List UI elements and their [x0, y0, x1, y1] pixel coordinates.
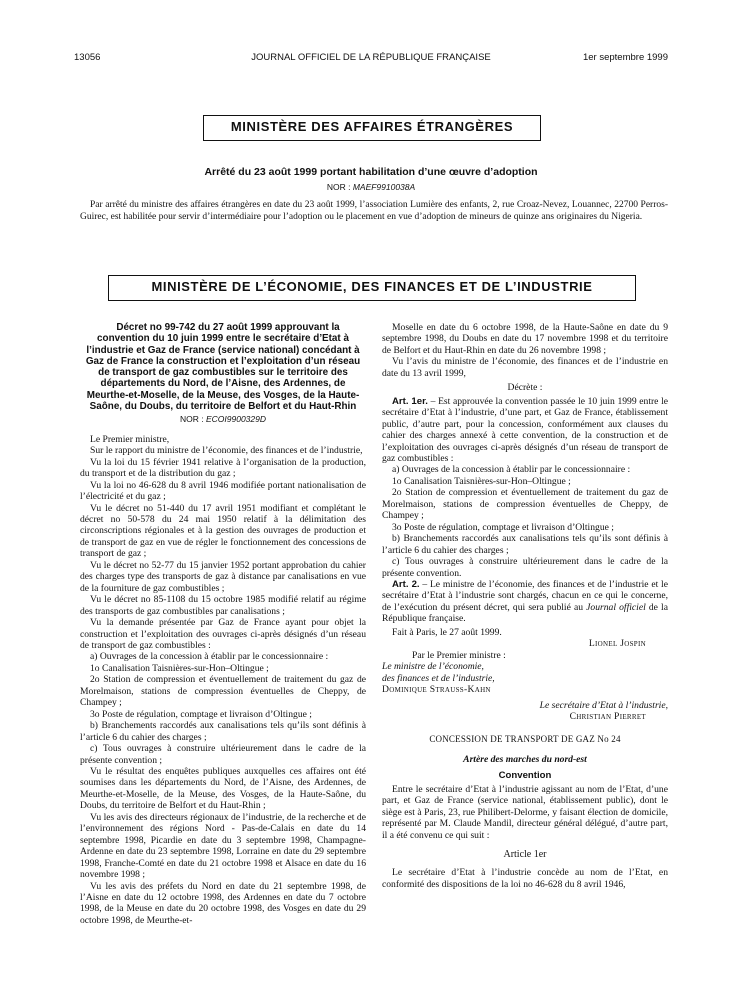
article-1-heading: Article 1er	[503, 849, 547, 861]
decret-paragraph: Vu la loi du 15 février 1941 relative à l’organisation de la production, du transport et de la distribution du gaz ;	[80, 456, 366, 480]
decret-paragraph: Vu le décret no 85-1108 du 15 octobre 1985 modifié relatif au régime des transports de gaz combustibles par canalisations ;	[80, 594, 366, 617]
convention-heading: Convention	[498, 770, 552, 782]
article-2-text: – Le ministre de l’économie, des finances et de l’industrie et le secrétaire d’Etat à l’industrie sont chargés, chacun en ce qui le concerne, de l’exécution du présent décret, qui sera publié au	[382, 578, 668, 613]
page-header	[74, 52, 668, 66]
article-1-body: Le secrétaire d’Etat à l’industrie concède au nom de l’Etat, en conformité des dispositions de la loi no 46-628 du 8 avril 1946,	[382, 867, 668, 890]
decret-paragraph: Vu le résultat des enquêtes publiques auxquelles ces affaires ont été soumises dans les départements du Nord, de l’Aisne, des Ardennes, de Meurthe-et-Moselle, de la Meuse, des Vosges, de la Haute-Saône, du Doubs, du territoire de Belfort et du Haut-Rhin ;	[80, 765, 366, 812]
ministry-heading-affaires-etrangeres: MINISTÈRE DES AFFAIRES ÉTRANGÈRES	[203, 115, 541, 141]
decret-paragraph: 2o Station de compression et éventuellement de traitement du gaz de Morelmaison, stations de compression éventuelles de Cheppy, de Champey ;	[80, 674, 366, 709]
article-1-label: Art. 1er.	[392, 395, 428, 407]
article-1-item: b) Branchements raccordés aux canalisations tels qu’ils sont définis à l’article 6 du cahier des charges ;	[382, 533, 668, 556]
decret-paragraph: Sur le rapport du ministre de l’économie, des finances et de l’industrie,	[90, 445, 363, 457]
concession-heading: CONCESSION DE TRANSPORT DE GAZ No 24	[429, 734, 621, 745]
arrete-body: Par arrêté du ministre des affaires étrangères en date du 23 août 1999, l’association Lumière des enfants, 2, rue Croaz-Nevez, Louannec, 22700 Perros-Guirec, est habilitée pour servir d’intermédiaire pour l’adoption ou le placement en vue d’adoption de mineurs de quinze ans originaires du Nigeria.	[80, 200, 668, 222]
decret-paragraph: b) Branchements raccordés aux canalisations tels qu’ils sont définis à l’article 6 du cahier des charges ;	[80, 720, 366, 743]
decret-paragraph: Vu la demande présentée par Gaz de France ayant pour objet la construction et l’exploitation des ouvrages ci-après désignés d’un réseau de transport de gaz combustibles :	[80, 617, 366, 651]
decret-paragraph: Le Premier ministre,	[90, 433, 170, 445]
minister-title-1: Le ministre de l’économie,	[382, 661, 484, 673]
article-1	[382, 396, 668, 465]
decret-paragraph: Vu les avis des préfets du Nord en date du 21 septembre 1998, de l’Aisne en date du 12 octobre 1998, des Ardennes en date du 7 octobre 1998, de la Meuse en date du 20 octobre 1998, des Vosges en date du 29 octobre 1998, de Meurthe-et-	[80, 880, 366, 926]
decret-visas-continued	[382, 322, 668, 379]
left-column	[80, 322, 366, 926]
article-1-items	[382, 464, 668, 579]
article-1-item: a) Ouvrages de la concession à établir par le concessionnaire :	[392, 464, 631, 476]
nor-label: NOR :	[326, 182, 351, 192]
decret-paragraph: 3o Poste de régulation, comptage et livraison d’Oltingue ;	[90, 708, 312, 720]
arrete-title: Arrêté du 23 août 1999 portant habilitation d’une œuvre d’adoption	[204, 166, 538, 178]
decret-title: Décret no 99-742 du 27 août 1999 approuvant la convention du 10 juin 1999 entre le secrétaire d’Etat à l’industrie et Gaz de France (service national) concédant à Gaz de France la construction et l’exploitation d’un réseau de transport de gaz combustibles sur le territoire des départements du Nord, de l’Aisne, des Ardennes, de Meurthe-et-Moselle, de la Meuse, des Vosges, de la Haute-Saône, du Doubs, du territoire de Belfort et du Haut-Rhin	[85, 322, 361, 413]
article-1-text: – Est approuvée la convention passée le 10 juin 1999 entre le secrétaire d’Etat à l’industrie, d’une part, et Gaz de France, établissement public, d’autre part, pour la concession, conformément aux clauses du cahier des charges annexé à cette convention, de la construction et de l’exploitation des ouvrages ci-après désignés d’un réseau de transport de gaz combustibles :	[382, 395, 669, 464]
decret-paragraph: a) Ouvrages de la concession à établir par le concessionnaire :	[90, 651, 329, 663]
fait-a-paris: Fait à Paris, le 27 août 1999.	[392, 626, 502, 638]
page-number: 13056	[74, 52, 101, 63]
arrete-nor	[74, 182, 668, 192]
article-2	[382, 579, 668, 625]
minister-title-2: des finances et de l’industrie,	[382, 672, 495, 684]
decret-nor	[80, 414, 366, 425]
article-1-item: 3o Poste de régulation, comptage et livraison d’Oltingue ;	[392, 521, 614, 533]
secretary-signature: Christian Pierret	[569, 710, 646, 722]
decret-paragraph: c) Tous ouvrages à construire ultérieurement dans le cadre de la présente convention ;	[80, 743, 366, 766]
secretary-title: Le secrétaire d’Etat à l’industrie,	[539, 699, 668, 711]
decret-paragraph: Vu le décret no 52-77 du 15 janvier 1952 portant approbation du cahier des charges type des transports de gaz à distance par canalisations en vue de la fourniture de gaz combustibles ;	[80, 559, 366, 594]
ministry-heading-economie: MINISTÈRE DE L’ÉCONOMIE, DES FINANCES ET DE L’INDUSTRIE	[108, 275, 636, 301]
nor-code: ECOI9900329D	[205, 414, 266, 425]
article-2-text-end: de la République française.	[382, 601, 668, 625]
decret-visas	[80, 434, 366, 926]
nor-label: NOR :	[179, 414, 204, 425]
nor-code: MAEF9910038A	[352, 182, 416, 192]
article-1-item: 1o Canalisation Taisnières-sur-Hon–Oltingue ;	[392, 475, 571, 487]
decret-paragraph: Vu la loi no 46-628 du 8 avril 1946 modifiée portant nationalisation de l’électricité et du gaz ;	[80, 479, 366, 503]
article-1-item: 2o Station de compression et éventuellement de traitement du gaz de Morelmaison, stations de compression éventuelles de Cheppy, de Champey ;	[382, 487, 668, 522]
minister-signature: Dominique Strauss-Kahn	[382, 684, 491, 696]
journal-title: JOURNAL OFFICIEL DE LA RÉPUBLIQUE FRANÇAISE	[251, 52, 491, 63]
right-column	[382, 322, 668, 890]
article-2-label: Art. 2.	[392, 578, 420, 590]
concession-subheading: Artère des marches du nord-est	[463, 753, 587, 765]
decret-paragraph: Vu le décret no 51-440 du 17 avril 1951 modifiant et complétant le décret no 50-578 du 24 mai 1950 relatif à la délimitation des circonscriptions régionales et à la gestion des ouvrages de production et de transport de gaz en vue de régler le fonctionnement des concessions de transport de gaz ;	[80, 502, 366, 560]
decret-paragraph: Moselle en date du 6 octobre 1998, de la Haute-Saône en date du 9 septembre 1998, du Doubs en date du 17 novembre 1998 et du territoire de Belfort et du Haut-Rhin en date du 26 novembre 1998 ;	[382, 322, 668, 356]
journal-officiel-ref: Journal officiel	[586, 601, 646, 613]
convention-intro: Entre le secrétaire d’Etat à l’industrie agissant au nom de l’Etat, d’une part, et Gaz de France (service national, établissement public), dont le siège est à Paris, 23, rue Philibert-Delorme, y faisant élection de domicile, représenté par M. Claude Mandil, directeur général délégué, d’autre part, il a été convenu ce qui suit :	[382, 783, 668, 841]
article-1-item: c) Tous ouvrages à construire ultérieurement dans le cadre de la présente convention.	[382, 556, 668, 579]
par-premier-ministre: Par le Premier ministre :	[412, 649, 506, 661]
issue-date: 1er septembre 1999	[582, 52, 668, 63]
decret-paragraph: Vu l’avis du ministre de l’économie, des finances et de l’industrie en date du 13 avril 1999,	[382, 356, 668, 379]
decrete-line: Décrète :	[507, 382, 543, 394]
decret-paragraph: Vu les avis des directeurs régionaux de l’industrie, de la recherche et de l’environnement des régions Nord - Pas-de-Calais en date du 14 septembre 1998, Picardie en date du 3 septembre 1998, Champagne-Ardenne en date du 23 septembre 1998, Lorraine en date du 29 septembre 1998, Franche-Comté en date du 21 octobre 1998 et Alsace en date du 16 novembre 1998 ;	[80, 811, 366, 881]
decret-paragraph: 1o Canalisation Taisnières-sur-Hon–Oltingue ;	[90, 662, 269, 674]
pm-signature: Lionel Jospin	[588, 638, 646, 650]
